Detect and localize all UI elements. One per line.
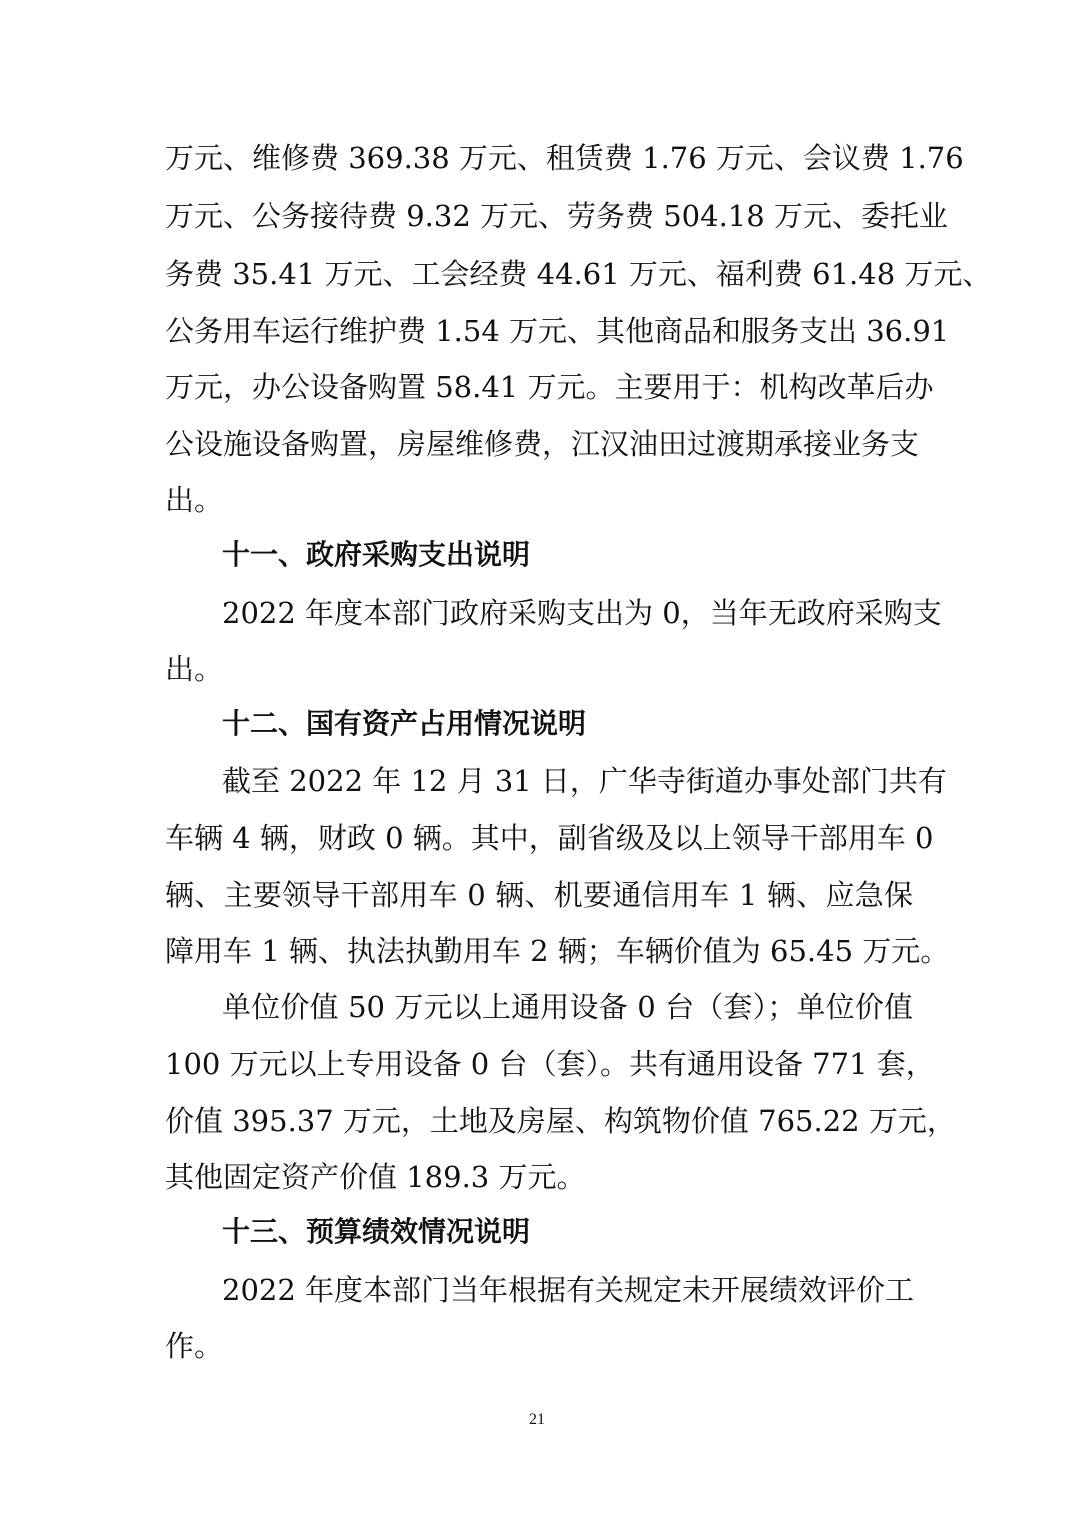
paragraph-line: 车辆 4 辆，财政 0 辆。其中，副省级及以上领导干部用车 0 (165, 821, 934, 855)
paragraph-line: 万元，办公设备购置 58.41 万元。主要用于：机构改革后办 (165, 370, 934, 404)
paragraph-line: 公务用车运行维护费 1.54 万元、其他商品和服务支出 36.91 (165, 314, 950, 348)
section-heading-12: 十二、国有资产占用情况说明 (222, 707, 587, 740)
paragraph-line: 务费 35.41 万元、工会经费 44.61 万元、福利费 61.48 万元、 (165, 257, 992, 291)
paragraph-line: 2022 年度本部门政府采购支出为 0，当年无政府采购支 (222, 596, 942, 630)
paragraph-line: 公设施设备购置，房屋维修费，江汉油田过渡期承接业务支 (165, 427, 920, 461)
paragraph-line: 万元、公务接待费 9.32 万元、劳务费 504.18 万元、委托业 (165, 199, 948, 233)
paragraph-line: 100 万元以上专用设备 0 台（套）。共有通用设备 771 套， (165, 1047, 935, 1081)
section-heading-13: 十三、预算绩效情况说明 (222, 1215, 531, 1248)
paragraph-line: 出。 (165, 652, 224, 686)
paragraph-line: 价值 395.37 万元，土地及房屋、构筑物价值 765.22 万元， (165, 1104, 956, 1138)
section-heading-11: 十一、政府采购支出说明 (222, 538, 531, 571)
paragraph-line: 截至 2022 年 12 月 31 日，广华寺街道办事处部门共有 (222, 764, 947, 798)
paragraph-line: 单位价值 50 万元以上通用设备 0 台（套）；单位价值 (222, 990, 913, 1024)
paragraph-line: 其他固定资产价值 189.3 万元。 (165, 1160, 586, 1194)
page-number: 21 (529, 1411, 545, 1428)
paragraph-line: 障用车 1 辆、执法执勤用车 2 辆；车辆价值为 65.45 万元。 (165, 934, 950, 968)
paragraph-line: 辆、主要领导干部用车 0 辆、机要通信用车 1 辆、应急保 (165, 878, 913, 912)
paragraph-line: 出。 (165, 483, 224, 517)
paragraph-line: 2022 年度本部门当年根据有关规定未开展绩效评价工 (222, 1273, 915, 1307)
paragraph-line: 作。 (165, 1329, 224, 1363)
paragraph-line: 万元、维修费 369.38 万元、租赁费 1.76 万元、会议费 1.76 (165, 141, 964, 175)
